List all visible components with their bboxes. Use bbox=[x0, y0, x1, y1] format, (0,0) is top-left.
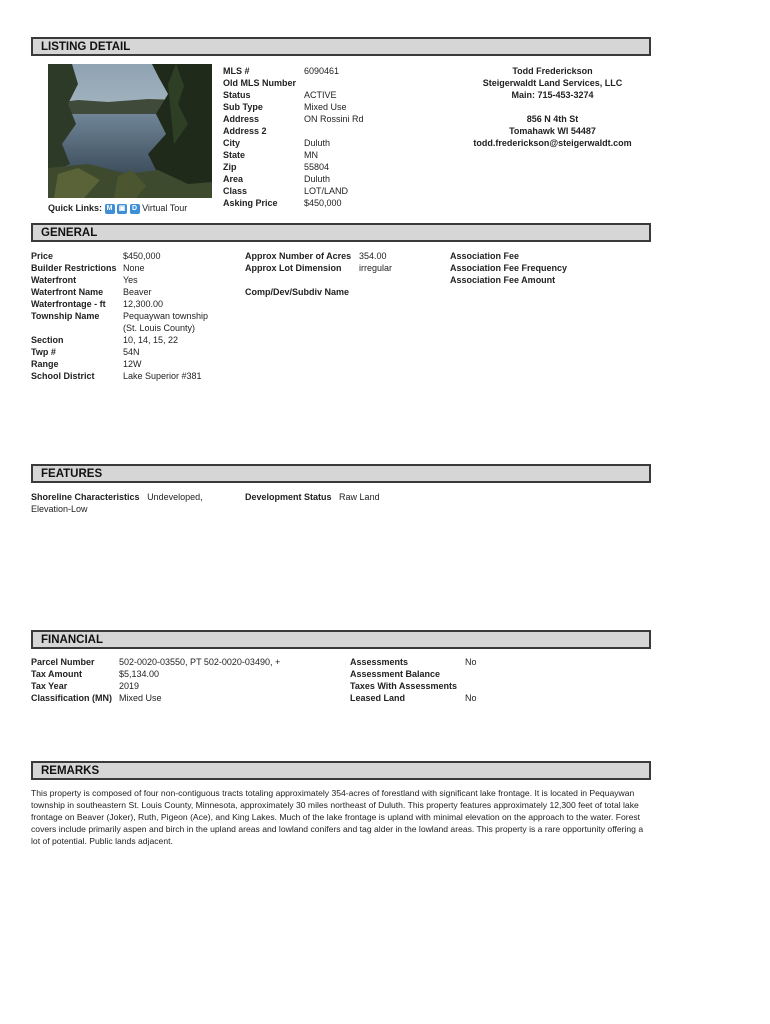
field-label: Approx Lot Dimension bbox=[245, 263, 342, 273]
field-row bbox=[31, 656, 331, 668]
field-value: $450,000 bbox=[123, 251, 161, 261]
field-label: Assessments bbox=[350, 657, 409, 667]
field-label: Comp/Dev/Subdiv Name bbox=[245, 287, 350, 297]
field-value: irregular bbox=[359, 263, 393, 273]
quick-links bbox=[48, 202, 187, 214]
field-value: MN bbox=[304, 150, 318, 160]
listing-fields bbox=[223, 65, 423, 209]
field-value: None bbox=[123, 263, 145, 273]
field-row bbox=[223, 77, 423, 89]
shoreline-label: Shoreline Characteristics bbox=[31, 492, 140, 502]
field-label: Price bbox=[31, 251, 54, 261]
photos-icon[interactable]: ▣ bbox=[118, 204, 126, 212]
field-value: 502-0020-03550, PT 502-0020-03490, + bbox=[119, 657, 281, 667]
field-row bbox=[450, 250, 650, 262]
section-title: LISTING DETAIL bbox=[41, 41, 131, 53]
remarks-text: This property is composed of four non-contiguous tracts totaling approximately 354-acres of forestland with significant lake frontage. It is located in Pequaywan township in southeastern St. Louis County, Minnesota, approximately 30 miles northeast of Duluth. This property features approximately 12,300 feet of total lake frontage on Beaver (Joker), Ruth, Pigeon (Ace), and King Lakes. Much of the lake frontage is upland with minimal elevation on the approach to the water. Forest covers include primarily aspen and birch in the upland areas and lowland conifers and tag alder in the lowland areas. This property is a rare opportunity offering a lot of potential. Public lands adjacent. bbox=[31, 788, 644, 846]
field-label: Tax Amount bbox=[31, 669, 82, 679]
field-row bbox=[245, 250, 445, 262]
field-value: No bbox=[465, 693, 477, 703]
field-row bbox=[31, 298, 231, 310]
development-status-value: Raw Land bbox=[339, 492, 380, 502]
field-row bbox=[31, 358, 231, 370]
field-row bbox=[31, 692, 331, 704]
field-label: Waterfront bbox=[31, 275, 77, 285]
agent-city: Tomahawk WI 54487 bbox=[509, 126, 596, 136]
field-value: Mixed Use bbox=[304, 102, 347, 112]
field-label: Status bbox=[223, 90, 251, 100]
financial-col-1 bbox=[31, 656, 331, 704]
field-row bbox=[245, 274, 445, 286]
field-row bbox=[245, 262, 445, 274]
field-row bbox=[350, 656, 550, 668]
section-bar-general bbox=[31, 223, 651, 242]
general-col-1 bbox=[31, 250, 231, 382]
quick-links-label: Quick Links: bbox=[48, 203, 103, 213]
field-value: 6090461 bbox=[304, 66, 340, 76]
general-col-2 bbox=[245, 250, 445, 298]
section-title: GENERAL bbox=[41, 227, 98, 239]
property-photo bbox=[48, 64, 212, 198]
map-icon[interactable]: M bbox=[105, 204, 115, 214]
field-row bbox=[223, 125, 423, 137]
agent-name: Todd Frederickson bbox=[512, 66, 593, 76]
field-row bbox=[223, 185, 423, 197]
field-row bbox=[350, 680, 550, 692]
field-label: Twp # bbox=[31, 347, 56, 357]
field-label: Association Fee Amount bbox=[450, 275, 556, 285]
field-value: 354.00 bbox=[359, 251, 387, 261]
agent-email[interactable]: todd.frederickson@steigerwaldt.com bbox=[473, 138, 632, 148]
field-row bbox=[450, 262, 650, 274]
field-value: Lake Superior #381 bbox=[123, 371, 202, 381]
field-value: $5,134.00 bbox=[119, 669, 160, 679]
virtual-tour-link[interactable]: Virtual Tour bbox=[142, 203, 188, 213]
field-row bbox=[223, 65, 423, 77]
lake-forest-image bbox=[48, 64, 212, 198]
field-row bbox=[31, 680, 331, 692]
field-label: Parcel Number bbox=[31, 657, 95, 667]
field-label: Sub Type bbox=[223, 102, 263, 112]
field-value: Pequaywan township bbox=[123, 311, 209, 321]
field-row bbox=[350, 668, 550, 680]
field-label: Asking Price bbox=[223, 198, 278, 208]
section-title: FINANCIAL bbox=[41, 634, 103, 646]
shoreline-row bbox=[31, 491, 203, 503]
field-row bbox=[31, 286, 231, 298]
field-value: ON Rossini Rd bbox=[304, 114, 364, 124]
field-row bbox=[223, 173, 423, 185]
documents-icon[interactable]: D bbox=[130, 204, 140, 214]
field-value: Beaver bbox=[123, 287, 152, 297]
financial-col-2 bbox=[350, 656, 550, 704]
general-col-3 bbox=[450, 250, 650, 286]
field-value: 54N bbox=[123, 347, 140, 357]
agent-phone: Main: 715-453-3274 bbox=[511, 90, 594, 100]
section-title: FEATURES bbox=[41, 468, 103, 480]
field-value: 10, 14, 15, 22 bbox=[123, 335, 179, 345]
field-value: Mixed Use bbox=[119, 693, 162, 703]
field-row bbox=[31, 274, 231, 286]
field-row bbox=[31, 310, 231, 322]
field-label: Assessment Balance bbox=[350, 669, 441, 679]
field-row bbox=[31, 346, 231, 358]
development-status-label: Development Status bbox=[245, 492, 332, 502]
field-label: Approx Number of Acres bbox=[245, 251, 352, 261]
field-value: 55804 bbox=[304, 162, 330, 172]
field-value: No bbox=[465, 657, 477, 667]
section-bar-listing-detail bbox=[31, 37, 651, 56]
field-label: Class bbox=[223, 186, 248, 196]
agent-contact bbox=[440, 65, 665, 149]
field-label: Address bbox=[223, 114, 260, 124]
field-value: $450,000 bbox=[304, 198, 342, 208]
field-label: Waterfrontage - ft bbox=[31, 299, 106, 309]
field-row bbox=[31, 250, 231, 262]
field-label: Section bbox=[31, 335, 64, 345]
field-row bbox=[223, 149, 423, 161]
field-row bbox=[223, 89, 423, 101]
section-title: REMARKS bbox=[41, 765, 100, 777]
field-label: Old MLS Number bbox=[223, 78, 297, 88]
field-label: Association Fee bbox=[450, 251, 520, 261]
field-label: Leased Land bbox=[350, 693, 406, 703]
field-label: Area bbox=[223, 174, 244, 184]
field-row bbox=[350, 692, 550, 704]
field-value: 12W bbox=[123, 359, 142, 369]
field-row bbox=[31, 322, 231, 334]
field-label: Classification (MN) bbox=[31, 693, 113, 703]
field-label: Tax Year bbox=[31, 681, 68, 691]
field-label: School District bbox=[31, 371, 95, 381]
development-status-row bbox=[245, 491, 380, 503]
section-bar-features bbox=[31, 464, 651, 483]
field-row bbox=[223, 113, 423, 125]
section-bar-remarks bbox=[31, 761, 651, 780]
shoreline-value-cont: Elevation-Low bbox=[31, 504, 88, 514]
shoreline-value: Undeveloped, bbox=[147, 492, 203, 502]
field-row bbox=[223, 197, 423, 209]
field-value: LOT/LAND bbox=[304, 186, 349, 196]
field-row bbox=[245, 286, 445, 298]
field-row bbox=[223, 137, 423, 149]
field-row bbox=[31, 262, 231, 274]
field-value: 12,300.00 bbox=[123, 299, 164, 309]
field-value: Yes bbox=[123, 275, 138, 285]
section-bar-financial bbox=[31, 630, 651, 649]
field-row bbox=[223, 101, 423, 113]
field-label: Zip bbox=[223, 162, 237, 172]
field-row bbox=[31, 370, 231, 382]
field-label: Taxes With Assessments bbox=[350, 681, 457, 691]
field-label: Range bbox=[31, 359, 59, 369]
agent-company: Steigerwaldt Land Services, LLC bbox=[482, 78, 623, 88]
field-value: Duluth bbox=[304, 174, 331, 184]
field-row bbox=[223, 161, 423, 173]
field-label: Address 2 bbox=[223, 126, 267, 136]
field-value: 2019 bbox=[119, 681, 140, 691]
field-value: ACTIVE bbox=[304, 90, 337, 100]
agent-street: 856 N 4th St bbox=[526, 114, 579, 124]
field-label: Waterfront Name bbox=[31, 287, 104, 297]
field-row bbox=[31, 334, 231, 346]
field-value: (St. Louis County) bbox=[123, 323, 196, 333]
field-label: MLS # bbox=[223, 66, 250, 76]
field-row bbox=[450, 274, 650, 286]
field-label: Township Name bbox=[31, 311, 100, 321]
field-label: State bbox=[223, 150, 246, 160]
field-label: City bbox=[223, 138, 241, 148]
field-label: Association Fee Frequency bbox=[450, 263, 568, 273]
field-row bbox=[31, 668, 331, 680]
field-value: Duluth bbox=[304, 138, 331, 148]
field-label: Builder Restrictions bbox=[31, 263, 117, 273]
